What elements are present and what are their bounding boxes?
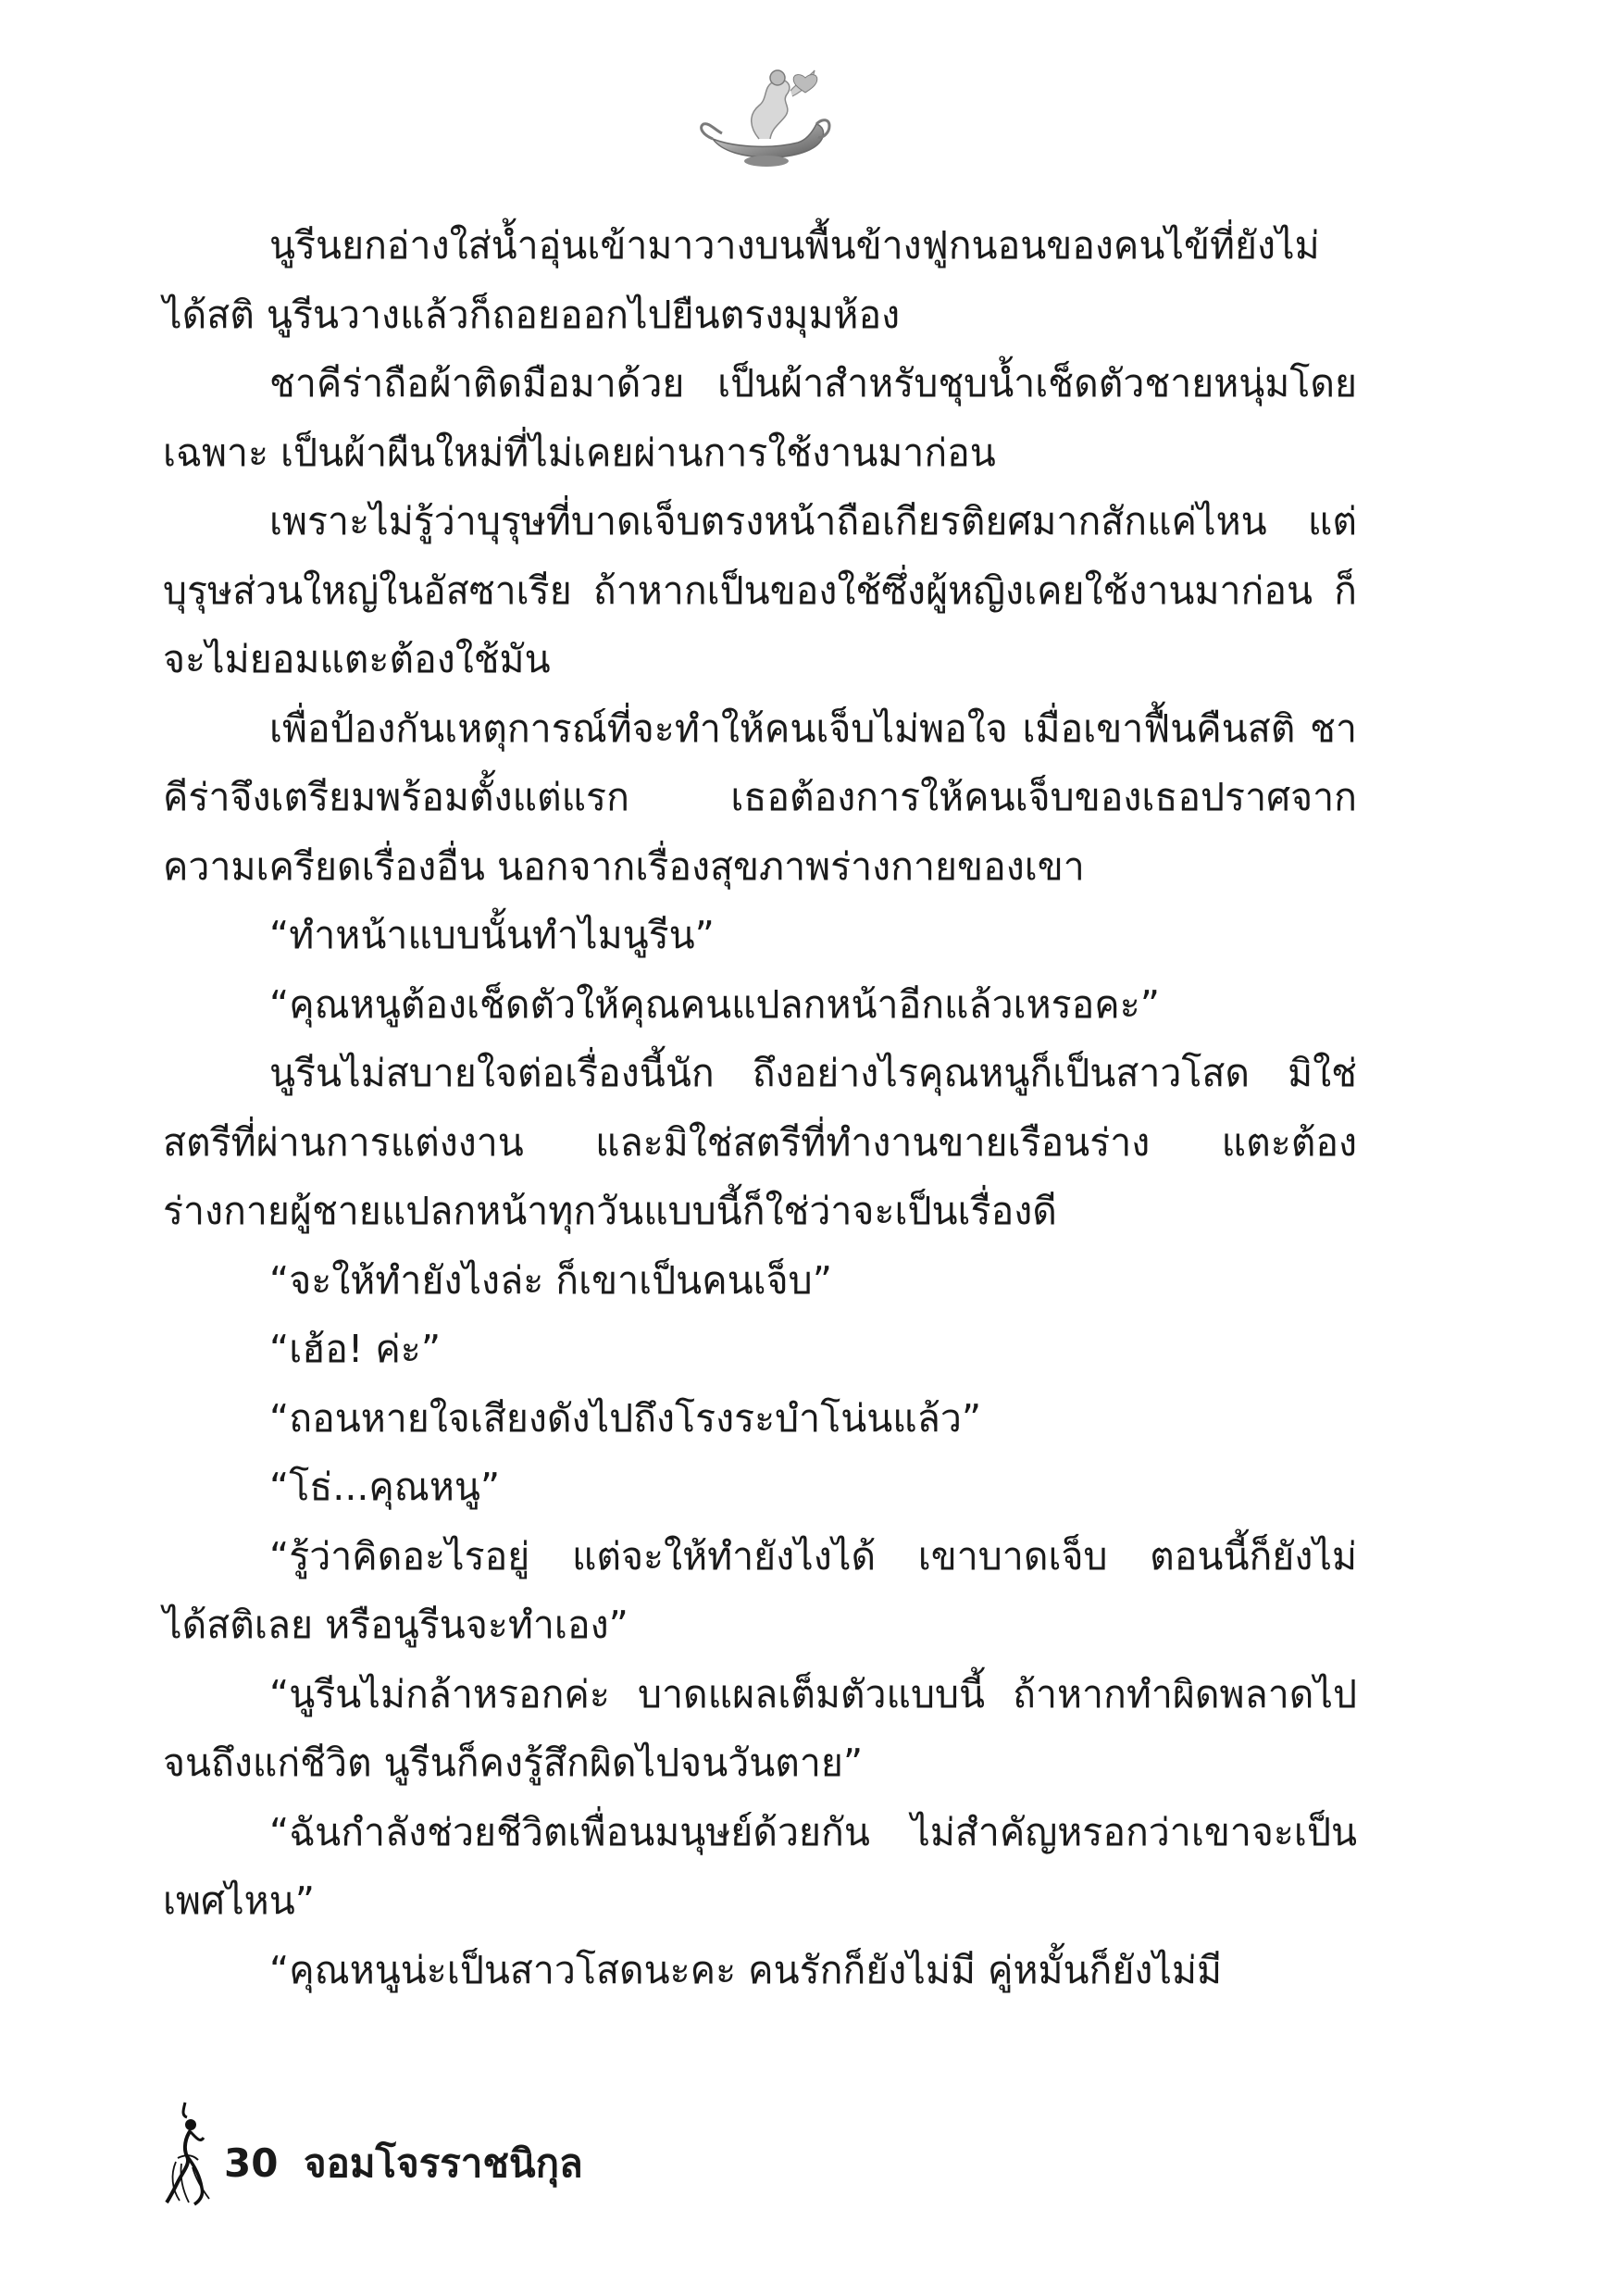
paragraph: “จะให้ทำยังไงล่ะ ก็เขาเป็นคนเจ็บ” xyxy=(269,1257,832,1303)
paragraph: นูรีนยกอ่างใส่น้ำอุ่นเข้ามาวางบนพื้นข้างฟูกนอนของคนไข้ที่ยังไม่ได้สติ นูรีนวางแล้วก็ถอยออกไปยืนตรงมุมห้อง xyxy=(163,223,1320,337)
page-footer xyxy=(163,2097,996,2208)
paragraph: “รู้ว่าคิดอะไรอยู่ แต่จะให้ทำยังไงได้ เขาบาดเจ็บ ตอนนี้ก็ยังไม่ได้สติเลย หรือนูรีนจะทำเอง” xyxy=(163,1533,1357,1647)
paragraph: “นูรีนไม่กล้าหรอกค่ะ บาดแผลเต็มตัวแบบนี้ ถ้าหากทำผิดพลาดไปจนถึงแก่ชีวิต นูรีนก็คงรู้สึกผิดไปจนวันตาย” xyxy=(163,1671,1357,1785)
book-title: จอมโจรราชนิกุล xyxy=(304,2140,583,2186)
paragraph: “ทำหน้าแบบนั้นทำไมนูรีน” xyxy=(269,913,715,957)
paragraph: “โธ่...คุณหนู” xyxy=(269,1465,501,1509)
dancer-silhouette-icon xyxy=(163,2097,218,2208)
paragraph: เพื่อป้องกันเหตุการณ์ที่จะทำให้คนเจ็บไม่พอใจ เมื่อเขาฟื้นคืนสติ ชาคีร่าจึงเตรียมพร้อมตั้งแต่แรก เธอต้องการให้คนเจ็บของเธอปราศจากความเครียดเรื่องอื่น นอกจากเรื่องสุขภาพร่างกายของเขา xyxy=(163,705,1357,889)
paragraph: เพราะไม่รู้ว่าบุรุษที่บาดเจ็บตรงหน้าถือเกียรติยศมากสักแค่ไหน แต่บุรุษส่วนใหญ่ในอัสซาเรีย ถ้าหากเป็นของใช้ซึ่งผู้หญิงเคยใช้งานมาก่อน ก็จะไม่ยอมแตะต้องใช้มัน xyxy=(163,499,1357,681)
paragraph: “คุณหนูน่ะเป็นสาวโสดนะคะ คนรักก็ยังไม่มี คู่หมั้นก็ยังไม่มี xyxy=(269,1947,1223,1992)
paragraph: “ฉันกำลังช่วยชีวิตเพื่อนมนุษย์ด้วยกัน ไม่สำคัญหรอกว่าเขาจะเป็นเพศไหน” xyxy=(163,1809,1357,1923)
paragraph: “ถอนหายใจเสียงดังไปถึงโรงระบำโน่นแล้ว” xyxy=(269,1395,982,1441)
genie-lamp-icon xyxy=(694,54,833,174)
paragraph: “เฮ้อ! ค่ะ” xyxy=(269,1327,442,1371)
paragraph: ชาคีร่าถือผ้าติดมือมาด้วย เป็นผ้าสำหรับชุบน้ำเช็ดตัวชายหนุ่มโดยเฉพาะ เป็นผ้าผืนใหม่ที่ไม่เคยผ่านการใช้งานมาก่อน xyxy=(163,361,1357,475)
page-number: 30 xyxy=(224,2140,279,2186)
paragraph: นูรีนไม่สบายใจต่อเรื่องนี้นัก ถึงอย่างไรคุณหนูก็เป็นสาวโสด มิใช่สตรีที่ผ่านการแต่งงาน และมิใช่สตรีที่ทำงานขายเรือนร่าง แตะต้องร่างกายผู้ชายแปลกหน้าทุกวันแบบนี้ก็ใช่ว่าจะเป็นเรื่องดี xyxy=(163,1051,1357,1233)
paragraph: “คุณหนูต้องเช็ดตัวให้คุณคนแปลกหน้าอีกแล้วเหรอคะ” xyxy=(269,981,1160,1027)
body-text xyxy=(163,211,1357,2004)
